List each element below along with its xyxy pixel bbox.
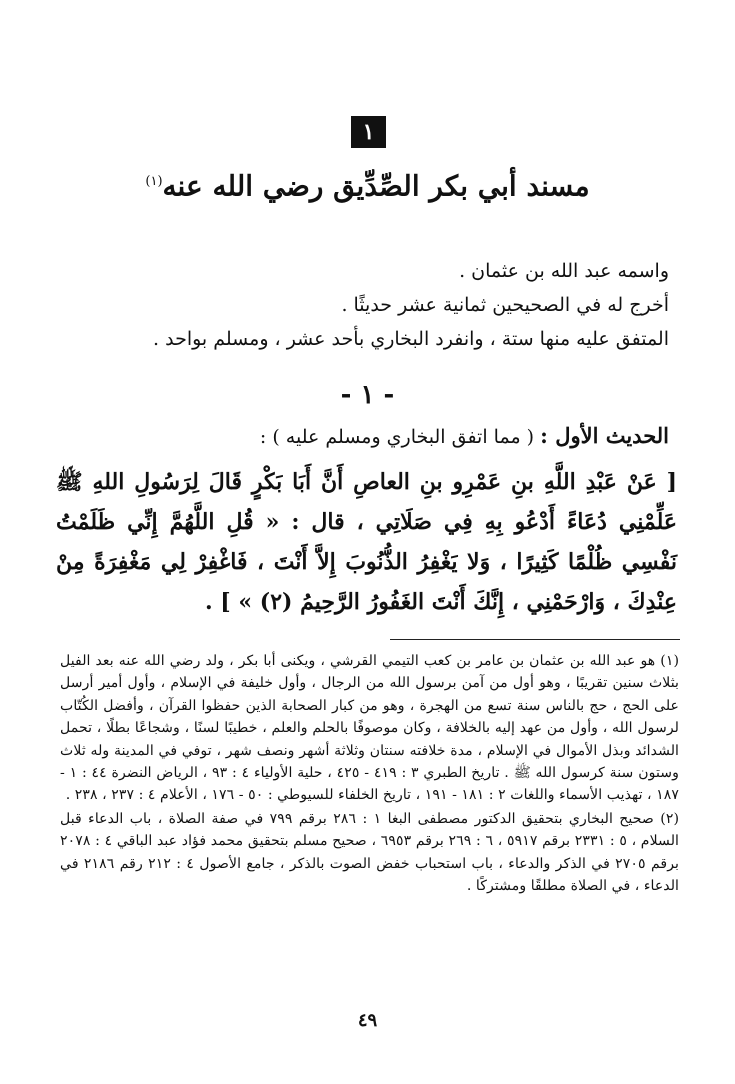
section-marker: - ١ - [340,380,395,410]
title-footnote-ref: (١) [145,174,163,189]
intro-line-2: أخرج له في الصحيحين ثمانية عشر حديثًا . [341,294,669,316]
hadith-heading [40,420,669,453]
title-text: مسند أبي بكر الصِّدِّيق رضي الله عنه [162,169,590,203]
intro-line-3: المتفق عليه منها ستة ، وانفرد البخاري بأحد عشر ، ومسلم بواحد . [153,328,669,350]
footnote-2: (٢) صحيح البخاري بتحقيق الدكتور مصطفى البغا ١ : ٢٨٦ برقم ٧٩٩ في صفة الصلاة ، باب الدعاء قبل السلام ، ٥ : ٢٣٣١ برقم ٥٩١٧ ، ٦ : ٢٦٩ برقم ٦٩٥٣ ، صحيح مسلم بتحقيق محمد فؤاد عبد الباقي ٤ : ٢٠٧٨ برقم ٢٧٠٥ في الذكر والدعاء ، باب استحباب خفض الصوت بالذكر ، جامع الأصول ٤ : ٢١٢ رقم ٢١٨٦ في الدعاء ، في الصلاة مطلقًا ومشتركًا . [60,810,679,895]
hadith-text: [ عَنْ عَبْدِ اللَّهِ بنِ عَمْرِو بنِ العاصِ أَنَّ أَبَا بَكْرٍ قَالَ لِرَسُولِ اللهِ ﷺ عَلِّمْنِي دُعَاءً أَدْعُو بِهِ فِي صَلَاتِي ، قال : « قُلِ اللَّهُمَّ إِنِّي ظَلَمْتُ نَفْسِي ظُلْمًا كَثِيرًا ، وَلا يَغْفِرُ الذُّنُوبَ إِلاَّ أَنْتَ ، فَاغْفِرْ لِي مَغْفِرَةً مِنْ عِنْدِكَ ، وَارْحَمْنِي ، إِنَّكَ أَنْتَ الغَفُورُ الرَّحِيمُ (٢) » ] . [56,469,677,615]
footnote-1: (١) هو عبد الله بن عثمان بن عامر بن كعب التيمي القرشي ، ويكنى أبا بكر ، ولد رضي الله عنه بعد الفيل بثلاث سنين تقريبًا ، وهو أول من آمن برسول الله من الرجال ، وأول خليفة في الإسلام ، وأول أمير أرسل على الحج ، حج بالناس سنة تسع من الهجرة ، وهو من كبار الصحابة الذين حفظوا القرآن ، وأفضل الكُتّاب لرسول الله ، وأول من عهد إليه بالخلافة ، وكان موصوفًا بالحلم والعلم ، خطيبًا لسنًا ، وشجاعًا بطلًا ، تحمل الشدائد وبذل الأموال في الإسلام ، مدة خلافته سنتان وثلاثة أشهر ونصف شهر ، توفي في المدينة وله ثلاث وستون سنة كرسول الله ﷺ . تاريخ الطبري ٣ : ٤١٩ - ٤٢٥ ، حلية الأولياء ٤ : ٩٣ ، الرياض النضرة ٤٤ : ١ - ١٨٧ ، تهذيب الأسماء واللغات ٢ : ١٨١ - ١٩١ ، تاريخ الخلفاء للسيوطي : ٥٠ - ١٧٦ ، الأعلام ٤ : ٢٣٧ ، ٢٣٨ . [60,653,679,804]
intro-line-1: واسمه عبد الله بن عثمان . [459,260,669,282]
hadith-heading-label: الحديث الأول : [540,423,669,448]
footnotes [60,650,679,898]
page-number: ٤٩ [357,1010,378,1031]
chapter-number-badge: ١ [351,116,386,148]
page-title [60,160,675,208]
footnote-divider [390,639,680,640]
hadith-heading-qualifier: ( مما اتفق البخاري ومسلم عليه ) : [259,426,535,448]
